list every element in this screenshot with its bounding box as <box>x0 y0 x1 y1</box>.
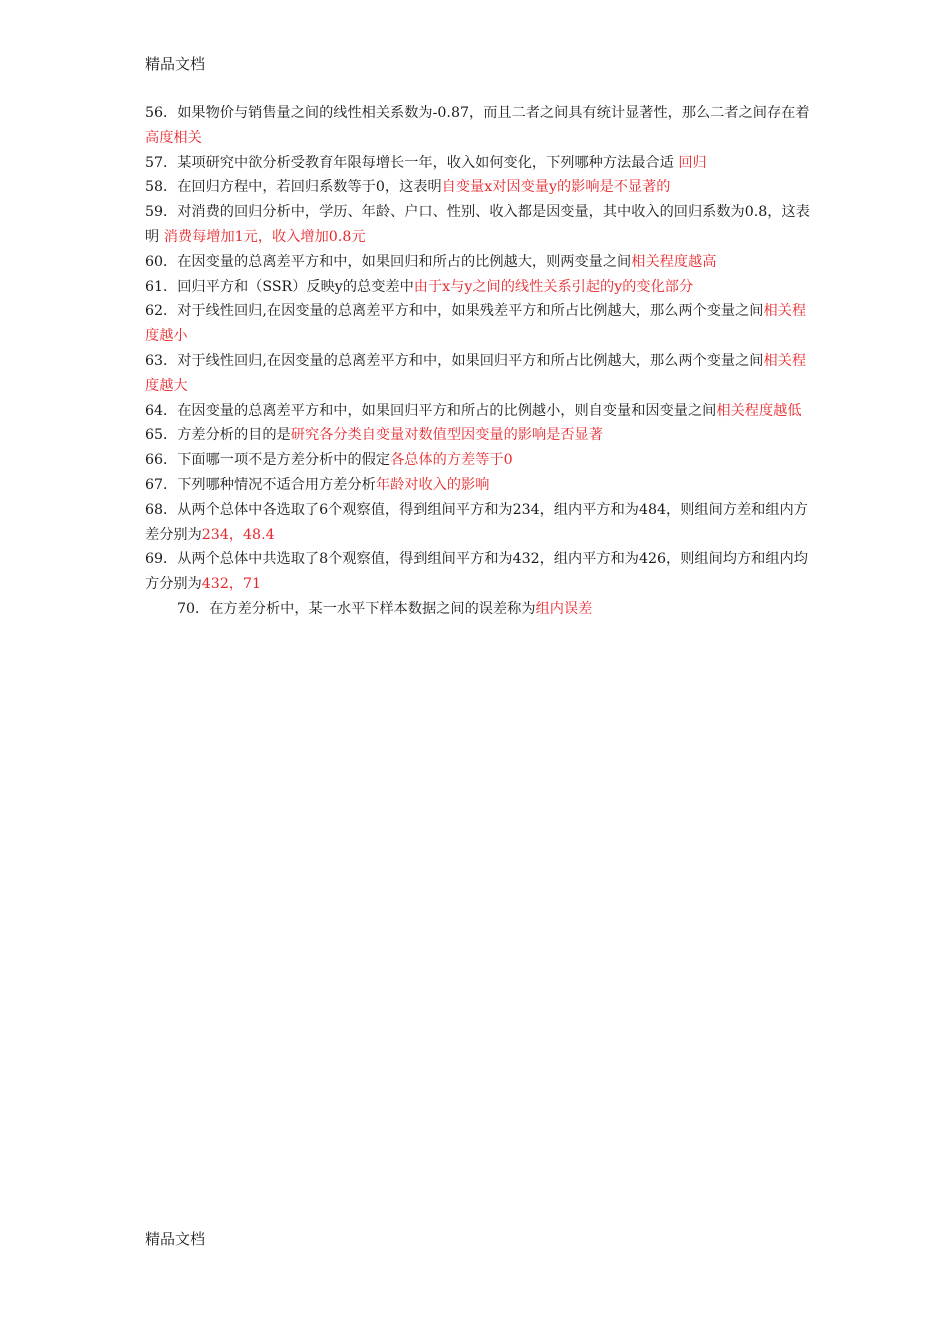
question-text: 56．如果物价与销售量之间的线性相关系数为-0.87，而且二者之间具有统计显著性，那么二者之间存在着 <box>145 105 810 121</box>
question-text: 67．下列哪种情况不适合用方差分析 <box>145 476 376 493</box>
question-item-57 <box>145 151 815 176</box>
answer-text: 各总体的方差等于0 <box>390 452 513 469</box>
question-text: 60．在因变量的总离差平方和中，如果回归和所占的比例越大，则两变量之间 <box>145 253 632 270</box>
question-text: 65．方差分析的目的是 <box>145 427 291 444</box>
question-item-69 <box>145 547 815 597</box>
answer-text: 年龄对收入的影响 <box>375 476 490 493</box>
page-footer: 精品文档 <box>145 1230 206 1248</box>
question-item-61 <box>145 275 815 300</box>
question-text: 64．在因变量的总离差平方和中，如果回归平方和所占的比例越小，则自变量和因变量之间 <box>145 402 717 419</box>
question-item-58 <box>145 175 815 200</box>
question-item-66 <box>145 448 815 473</box>
question-text: 62．对于线性回归,在因变量的总离差平方和中，如果残差平方和所占比例越大，那么两个变量之间 <box>145 303 764 320</box>
question-text: 58．在回归方程中，若回归系数等于0，这表明 <box>145 179 442 196</box>
answer-text: 相关程度越低 <box>716 402 802 419</box>
question-list <box>145 101 815 622</box>
question-item-65 <box>145 423 815 448</box>
question-text: 69．从两个总体中共选取了8个观察值，得到组间平方和为432，组内平方和为426，则组间均方和组内均方分别为 <box>145 551 808 593</box>
answer-text: 相关程度越大 <box>145 352 807 394</box>
question-item-67 <box>145 473 815 498</box>
question-text: 57．某项研究中欲分析受教育年限每增长一年，收入如何变化，下列哪种方法最合适 <box>145 154 679 171</box>
question-text: 63．对于线性回归,在因变量的总离差平方和中，如果回归平方和所占比例越大，那么两个变量之间 <box>145 352 764 369</box>
answer-text: 组内误差 <box>535 600 593 617</box>
answer-text: 自变量x对因变量y的影响是不显著的 <box>441 179 671 196</box>
question-text: 70．在方差分析中，某一水平下样本数据之间的误差称为 <box>177 600 536 617</box>
answer-text: 相关程度越高 <box>631 253 717 270</box>
question-item-56 <box>145 101 815 151</box>
question-item-63 <box>145 349 815 399</box>
answer-text: 432，71 <box>201 576 262 593</box>
question-text: 66．下面哪一项不是方差分析中的假定 <box>145 452 391 469</box>
answer-text: 回归 <box>678 154 707 171</box>
question-item-70 <box>145 597 815 622</box>
answer-text: 相关程度越小 <box>145 303 807 345</box>
question-item-62 <box>145 299 815 349</box>
question-text: 61．回归平方和（SSR）反映y的总变差中 <box>145 278 414 295</box>
answer-text: 由于x与y之间的线性关系引起的y的变化部分 <box>413 278 694 295</box>
question-item-68 <box>145 498 815 548</box>
question-item-60 <box>145 250 815 275</box>
question-item-59 <box>145 200 815 250</box>
question-item-64 <box>145 399 815 424</box>
answer-text: 高度相关 <box>145 129 202 146</box>
answer-text: 234，48.4 <box>201 526 275 543</box>
answer-text: 消费每增加1元，收入增加0.8元 <box>163 228 366 245</box>
answer-text: 研究各分类自变量对数值型因变量的影响是否显著 <box>290 427 603 444</box>
question-text: 68．从两个总体中各选取了6个观察值，得到组间平方和为234，组内平方和为484，则组间方差和组内方差分别为 <box>145 501 808 543</box>
question-text: 59．对消费的回归分析中，学历、年龄、户口、性别、收入都是因变量，其中收入的回归系数为0.8，这表明 <box>145 204 810 245</box>
page-header: 精品文档 <box>145 55 206 73</box>
